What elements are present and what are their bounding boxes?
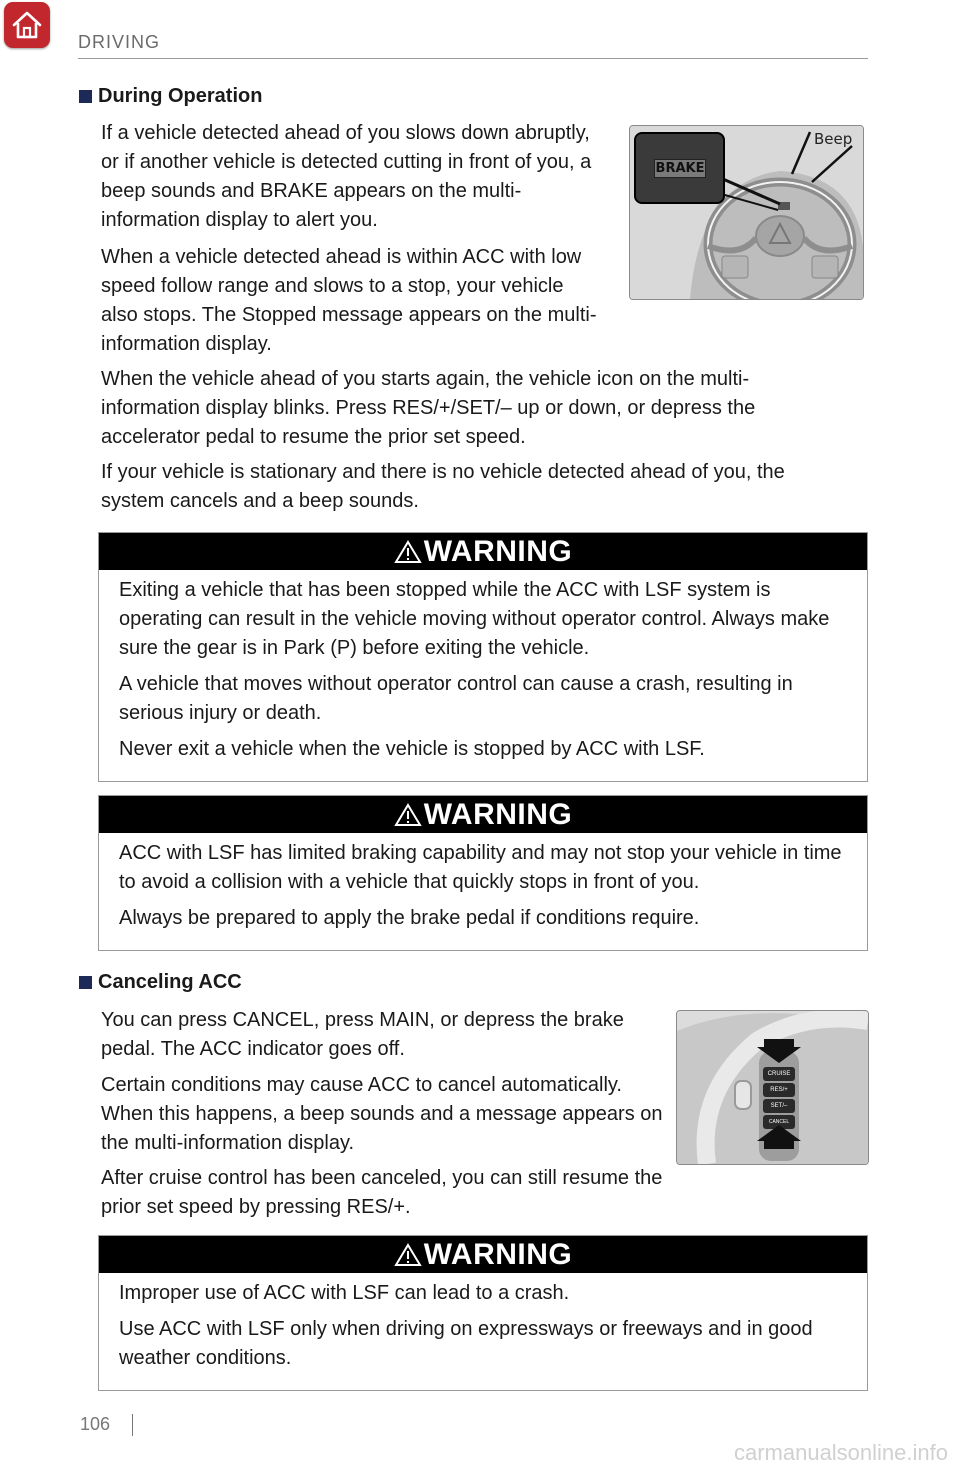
warning-triangle-icon (394, 1243, 422, 1267)
canceling-paragraph-3: After cruise control has been canceled, you can still resume the prior set speed by pressing RES/+. (101, 1167, 663, 1218)
warning-header (99, 796, 867, 833)
brake-label: BRAKE (655, 161, 705, 176)
res-label: RES/+ (770, 1087, 788, 1093)
warning-text-1: Improper use of ACC with LSF can lead to a crash. (119, 1282, 570, 1304)
warning-box-3 (98, 1235, 868, 1391)
cancel-label: CANCEL (768, 1119, 790, 1125)
heading-marker (79, 976, 92, 989)
canceling-paragraph-1: You can press CANCEL, press MAIN, or depress the brake pedal. The ACC indicator goes off. (101, 1009, 624, 1060)
heading-canceling-acc (79, 971, 242, 994)
set-label: SET/– (770, 1103, 788, 1109)
heading-text: During Operation (98, 85, 263, 107)
brake-indicator (654, 159, 706, 178)
steering-wheel-illustration (630, 126, 863, 299)
heading-marker (79, 90, 92, 103)
warning-triangle-icon (394, 803, 422, 827)
section-label: DRIVING (78, 32, 161, 52)
beep-label: Beep (814, 130, 853, 148)
page-number-divider (132, 1414, 133, 1436)
cruise-buttons-figure (676, 1010, 869, 1165)
canceling-paragraph-2: Certain conditions may cause ACC to cancel automatically. When this happens, a beep sounds and a message appears on the multi-information display. (101, 1074, 663, 1154)
warning-title: WARNING (423, 534, 573, 568)
set-button (763, 1099, 795, 1113)
res-button (763, 1083, 795, 1097)
warning-box-2 (98, 795, 868, 951)
warning-header (99, 533, 867, 570)
during-paragraph-3: When the vehicle ahead of you starts again, the vehicle icon on the multi-information display blinks. Press RES/+/SET/– up or down, or depress the accelerator pedal to resume the prior set speed. (101, 368, 756, 448)
warning-box-1 (98, 532, 868, 782)
cruise-label: CRUISE (767, 1071, 791, 1077)
heading-text: Canceling ACC (98, 971, 242, 993)
footer-watermark: carmanualsonline.info (733, 1440, 948, 1465)
home-icon (11, 10, 43, 40)
warning-title: WARNING (423, 797, 573, 831)
warning-text-1: ACC with LSF has limited braking capability and may not stop your vehicle in time to avoid a collision with a vehicle that quickly stops in front of you. (119, 842, 842, 893)
during-paragraph-2: When a vehicle detected ahead is within ACC with low speed follow range and slows to a stop, your vehicle also stops. The Stopped message appears on the multi-information display. (101, 246, 597, 355)
header-divider (78, 58, 868, 59)
warning-header (99, 1236, 867, 1273)
warning-title: WARNING (423, 1237, 573, 1271)
during-paragraph-1: If a vehicle detected ahead of you slows down abruptly, or if another vehicle is detected cutting in front of you, a beep sounds and BRAKE appears on the multi-information display to alert you. (101, 122, 592, 231)
warning-text-2: A vehicle that moves without operator control can cause a crash, resulting in serious injury or death. (119, 673, 793, 724)
warning-text-3: Never exit a vehicle when the vehicle is stopped by ACC with LSF. (119, 738, 705, 760)
page-number: 106 (80, 1414, 111, 1434)
cruise-button (763, 1067, 795, 1081)
warning-text-2: Always be prepared to apply the brake pedal if conditions require. (119, 907, 700, 929)
home-button[interactable] (4, 2, 50, 48)
warning-triangle-icon (394, 540, 422, 564)
cancel-button (763, 1115, 795, 1129)
brake-display-figure (629, 125, 864, 300)
warning-text-1: Exiting a vehicle that has been stopped while the ACC with LSF system is operating can result in the vehicle moving without operator control. Always make sure the gear is in Park (P) before exiting the vehicle. (119, 579, 830, 659)
heading-during-operation (79, 85, 262, 108)
during-paragraph-4: If your vehicle is stationary and there is no vehicle detected ahead of you, the system cancels and a beep sounds. (101, 461, 785, 512)
warning-text-2: Use ACC with LSF only when driving on expressways or freeways and in good weather conditions. (119, 1318, 813, 1369)
